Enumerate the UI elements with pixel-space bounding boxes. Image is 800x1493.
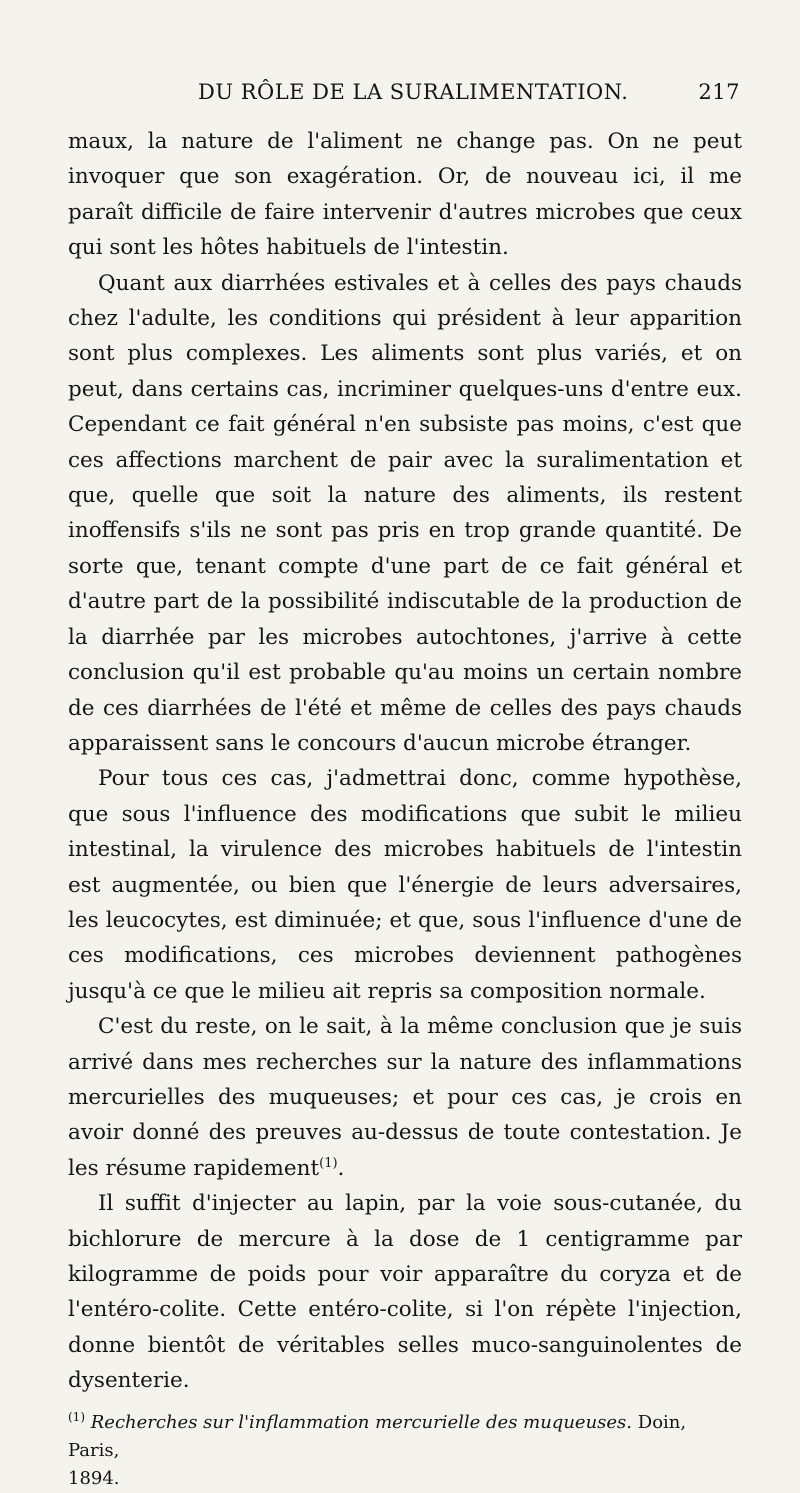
paragraph-4-text: C'est du reste, on le sait, à la même conclusion que je suis arrivé dans mes recherches sur la nature des inflammations mercurielles des muqueuses; et pour ces cas, je crois en avoir donné des preuves au-dessus de toute contestation. Je les résume rapidement	[68, 1014, 742, 1181]
running-title: DU RÔLE DE LA SURALIMENTATION.	[197, 80, 629, 104]
paragraph-5	[68, 1186, 742, 1398]
paragraph-3	[68, 761, 742, 1009]
page-number: 217	[698, 80, 740, 104]
paragraph-1-text: maux, la nature de l'aliment ne change pas. On ne peut invoquer que son exagération. Or, de nouveau ici, il me paraît difficile de faire intervenir d'autres microbes que ceux qui sont les hôtes habituels de l'intestin.	[68, 129, 742, 261]
footnote-publisher: Doin, Paris,	[68, 1411, 687, 1461]
footnote-title: Recherches sur l'inflammation mercurielle des muqueuses.	[90, 1411, 633, 1433]
footnote-year: 1894.	[68, 1467, 120, 1489]
paragraph-2	[68, 266, 742, 762]
paragraph-3-text: Pour tous ces cas, j'admettrai donc, comme hypothèse, que sous l'influence des modifications que subit le milieu intestinal, la virulence des microbes habituels de l'intestin est augmentée, ou bien que l'énergie de leurs adversaires, les leucocytes, est diminuée; et que, sous l'influence d'une de ces modifications, ces microbes deviennent pathogènes jusqu'à ce que le milieu ait repris sa composition normale.	[68, 766, 742, 1004]
paragraph-4	[68, 1009, 742, 1186]
body-text	[68, 124, 742, 1399]
paragraph-2-text: Quant aux diarrhées estivales et à celles des pays chauds chez l'adulte, les conditions qui président à leur apparition sont plus complexes. Les aliments sont plus variés, et on peut, dans certains cas, incriminer quelques-uns d'entre eux. Cependant ce fait général n'en subsiste pas moins, c'est que ces affections marchent de pair avec la suralimentation et que, quelle que soit la nature des aliments, ils restent inoffensifs s'ils ne sont pas pris en trop grande quantité. De sorte que, tenant compte d'une part de ce fait général et d'autre part de la possibilité indiscutable de la production de la diarrhée par les microbes autochtones, j'arrive à cette conclusion qu'il est probable qu'au moins un certain nombre de ces diarrhées de l'été et même de celles des pays chauds apparaissent sans le concours d'aucun microbe étranger.	[68, 270, 742, 756]
footnote	[68, 1409, 742, 1493]
paragraph-1	[68, 124, 742, 266]
paragraph-5-text: Il suffit d'injecter au lapin, par la voie sous-cutanée, du bichlorure de mercure à la dose de 1 centigramme par kilogramme de poids pour voir apparaître du coryza et de l'entéro-colite. Cette entéro-colite, si l'on répète l'injection, donne bientôt de véritables selles muco-sanguinolentes de dysenterie.	[68, 1191, 742, 1394]
book-page	[68, 80, 742, 1493]
footnote-reference[interactable]: (1)	[319, 1155, 338, 1171]
paragraph-4-tail: .	[337, 1155, 345, 1181]
running-header	[68, 80, 742, 120]
footnote-mark: (1)	[68, 1409, 85, 1424]
